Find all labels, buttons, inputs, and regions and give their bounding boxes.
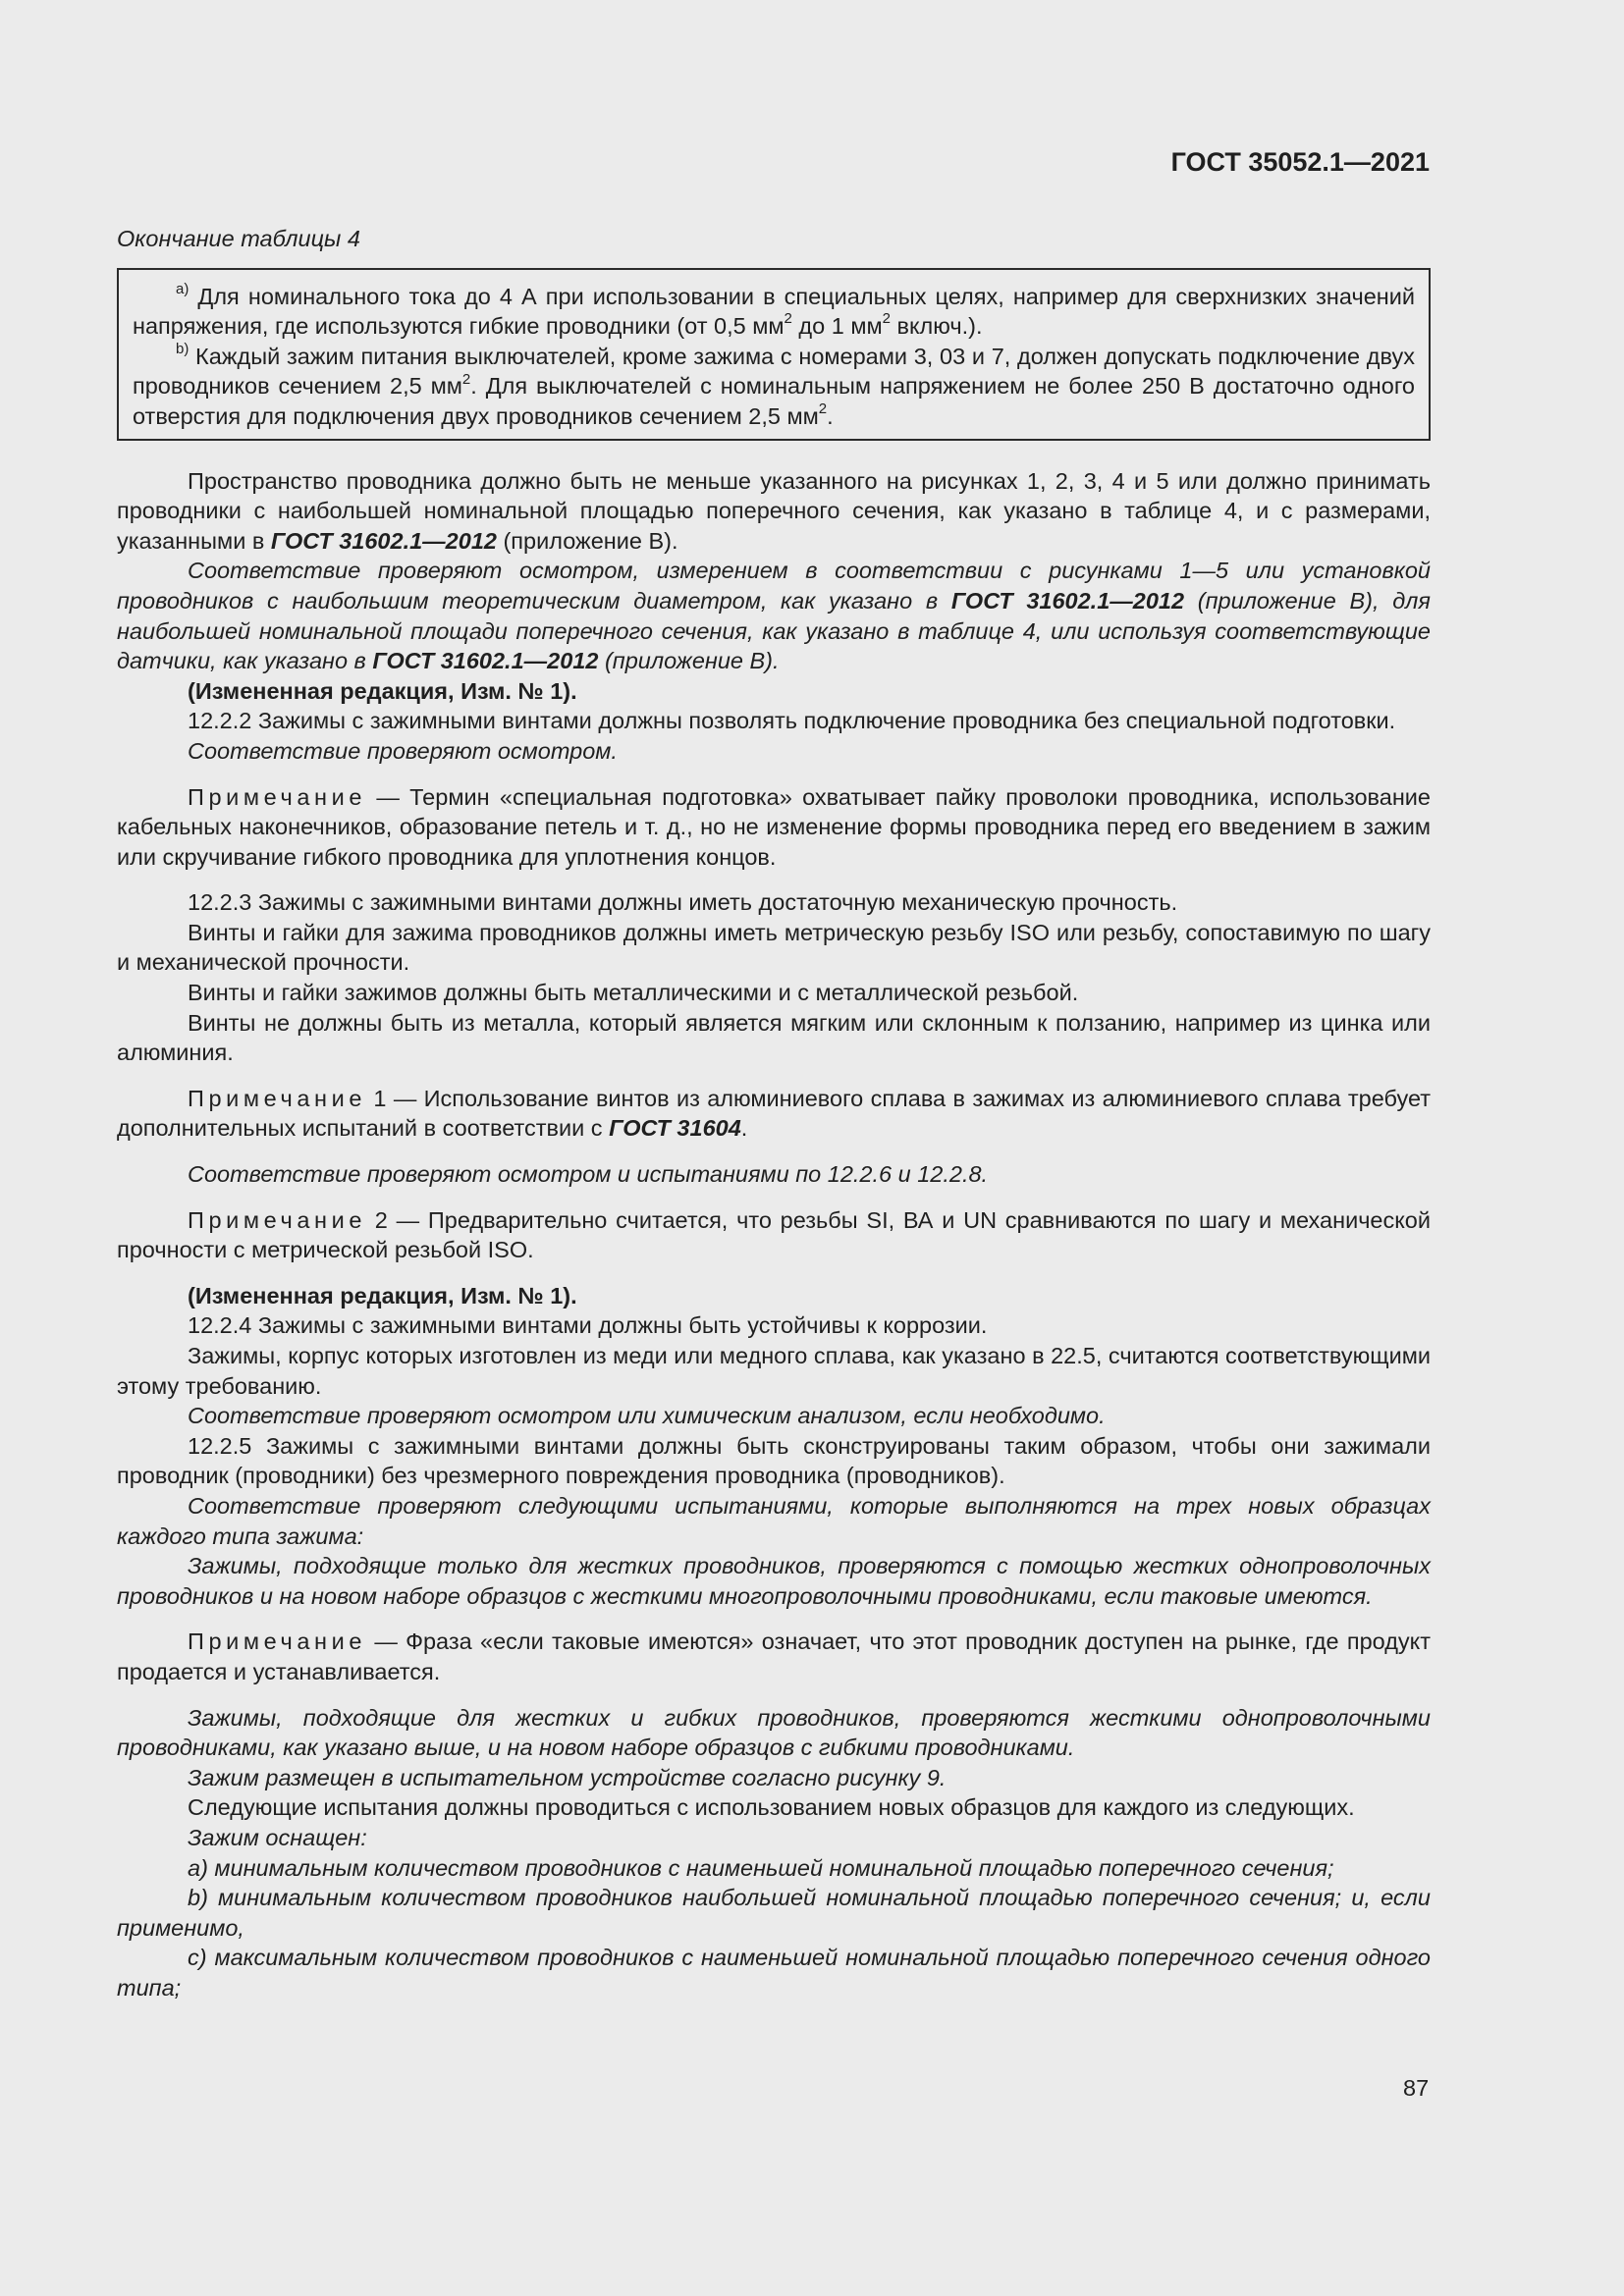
paragraph: Зажимы, подходящие для жестких и гибких проводников, проверяются жесткими однопроволочными проводниками, как указано выше, и на новом наборе образцов с гибкими проводниками. (117, 1704, 1431, 1761)
standard-reference: ГОСТ 31602.1—2012 (372, 648, 599, 674)
standard-reference: ГОСТ 31602.1—2012 (270, 527, 497, 554)
standard-reference: ГОСТ 31602.1—2012 (950, 587, 1185, 614)
note: Примечание — Фраза «если таковые имеются» означает, что этот проводник доступен на рынке, где продукт продается и устанавливается. (117, 1629, 1431, 1684)
amendment-note: (Измененная редакция, Изм. № 1). (188, 1282, 577, 1308)
clause-12-2-4: 12.2.4 Зажимы с зажимными винтами должны быть устойчивы к коррозии. (188, 1312, 988, 1339)
clause-12-2-2: 12.2.2 Зажимы с зажимными винтами должны позволять подключение проводника без специальной подготовки. (188, 708, 1396, 734)
footnote-b: $^{b)}$ Каждый зажим питания выключателей, кроме зажима с номерами 3, 03 и 7, должен допускать подключение двух проводников сечением 2,5 $мм^2$. Для выключателей с номинальным напряжением не более 250 В достаточно одного отверстия для подключения двух проводников сечением 2,5 $мм^2$. (133, 340, 1415, 429)
paragraph-compliance: Соответствие проверяют осмотром, измерением в соответствии с рисунками 1—5 или установкой проводников с наибольшим теоретическим диаметром, как указано в ГОСТ 31602.1—2012 (приложение В), для наибольшей номинальной площади поперечного сечения, как указано в таблице 4, или используя соответствующие датчики, как указано в ГОСТ 31602.1—2012 (приложение В). (117, 558, 1431, 674)
paragraph: Зажимы, подходящие только для жестких проводников, проверяются с помощью жестких однопроволочных проводников и на новом наборе образцов с жесткими многопроволочными проводниками, если таковые имеются. (117, 1553, 1431, 1609)
standard-reference: ГОСТ 31604 (609, 1115, 741, 1142)
page-number: 87 (1403, 2075, 1430, 2101)
table-caption: Окончание таблицы 4 (117, 226, 360, 251)
list-item: c) максимальным количеством проводников с наименьшей номинальной площадью поперечного сечения одного типа; (117, 1945, 1431, 2001)
note: Примечание 1 — Использование винтов из алюминиевого сплава в зажимах из алюминиевого сплава требует дополнительных испытаний в соответствии с ГОСТ 31604. (117, 1085, 1431, 1142)
note: Примечание — Термин «специальная подготовка» охватывает пайку проволоки проводника, использование кабельных наконечников, образование петель и т. д., но не изменение формы проводника перед его введением в зажим или скручивание гибкого проводника для уплотнения концов. (117, 783, 1431, 870)
footnote-a: $^{a)}$ Для номинального тока до 4 А при использовании в специальных целях, например для сверхнизких значений напряжения, где используются гибкие проводники (от 0,5 $мм^2$ до 1 $мм^2$ включ.). (133, 280, 1415, 340)
paragraph: Винты и гайки зажимов должны быть металлическими и с металлической резьбой. (188, 980, 1079, 1006)
paragraph: Пространство проводника должно быть не меньше указанного на рисунках 1, 2, 3, 4 и 5 или должно принимать проводники с наибольшей номинальной площадью поперечного сечения, как указано в таблице 4, и с размерами, указанными в ГОСТ 31602.1—2012 (приложение В). (117, 467, 1431, 554)
list-item: b) минимальным количеством проводников наибольшей номинальной площадью поперечного сечения; и, если применимо, (117, 1885, 1431, 1941)
standard-code: ГОСТ 35052.1—2021 (1170, 147, 1430, 177)
paragraph-compliance: Соответствие проверяют следующими испытаниями, которые выполняются на трех новых образцах каждого типа зажима: (117, 1492, 1431, 1549)
note: Примечание 2 — Предварительно считается, что резьбы SI, ВА и UN сравниваются по шагу и механической прочности с метрической резьбой ISO. (117, 1206, 1431, 1263)
table-footnotes (117, 268, 1431, 441)
paragraph: Зажим оснащен: (188, 1824, 367, 1850)
paragraph: Зажим размещен в испытательном устройстве согласно рисунку 9. (188, 1764, 947, 1790)
paragraph-compliance: Соответствие проверяют осмотром и испытаниями по 12.2.6 и 12.2.8. (188, 1161, 989, 1188)
paragraph-compliance: Соответствие проверяют осмотром или химическим анализом, если необходимо. (188, 1403, 1106, 1429)
paragraph: Винты не должны быть из металла, который является мягким или склонным к ползанию, например из цинка или алюминия. (117, 1009, 1431, 1066)
clause-12-2-5: 12.2.5 Зажимы с зажимными винтами должны быть сконструированы таким образом, чтобы они зажимали проводник (проводники) без чрезмерного повреждения проводника (проводников). (117, 1432, 1431, 1489)
paragraph: Винты и гайки для зажима проводников должны иметь метрическую резьбу ISO или резьбу, сопоставимую по шагу и механической прочности. (117, 919, 1431, 976)
clause-12-2-3: 12.2.3 Зажимы с зажимными винтами должны иметь достаточную механическую прочность. (188, 889, 1178, 916)
paragraph: Зажимы, корпус которых изготовлен из меди или медного сплава, как указано в 22.5, считаются соответствующими этому требованию. (117, 1343, 1431, 1399)
list-item: a) минимальным количеством проводников с наименьшей номинальной площадью поперечного сечения; (188, 1854, 1334, 1881)
paragraph: Следующие испытания должны проводиться с использованием новых образцов для каждого из следующих. (188, 1794, 1355, 1821)
amendment-note: (Измененная редакция, Изм. № 1). (188, 677, 577, 704)
paragraph-compliance: Соответствие проверяют осмотром. (188, 737, 618, 764)
page-content (117, 224, 1431, 2002)
